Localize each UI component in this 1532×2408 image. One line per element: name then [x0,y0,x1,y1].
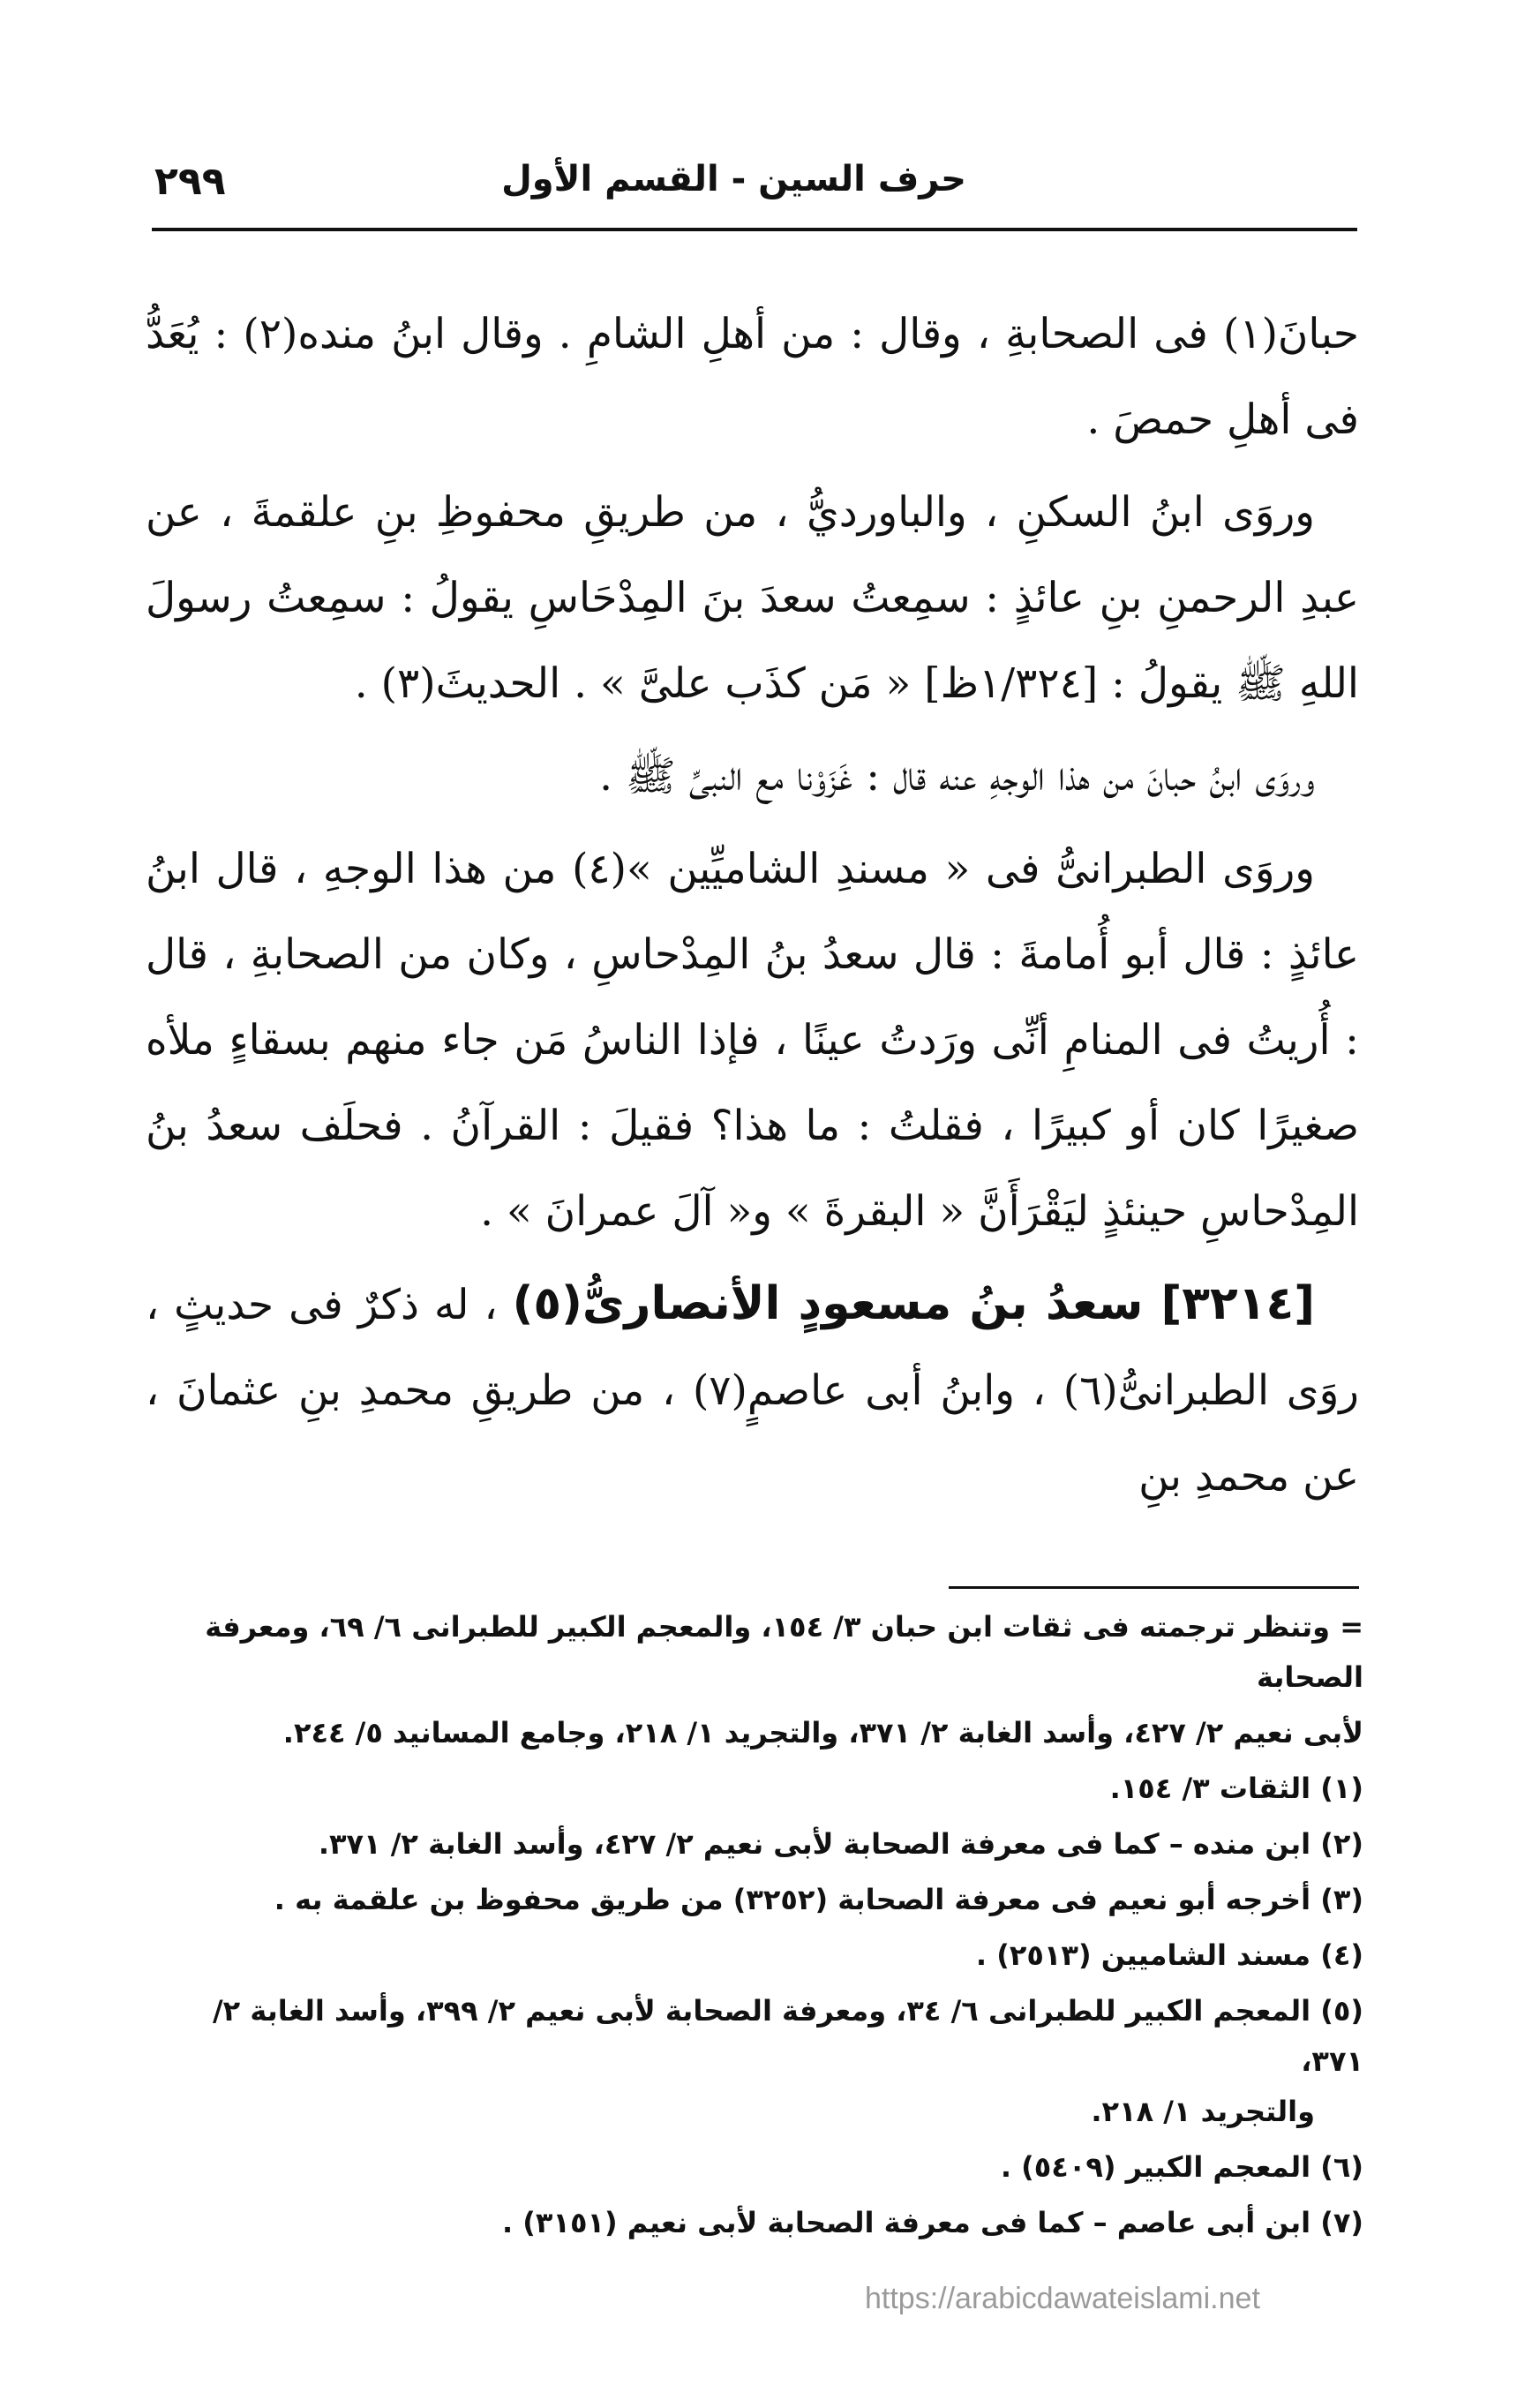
footnote-6: (٦) المعجم الكبير (٥٤٠٩) . [1000,2150,1363,2184]
page-number: ٢٩٩ [154,159,226,204]
footnote-separator [949,1586,1359,1589]
footnote-1: (١) الثقات ٣/ ١٥٤. [1109,1772,1363,1805]
footnote-7: (٧) ابن أبى عاصم – كما فى معرفة الصحابة لأبى نعيم (٣١٥١) . [501,2206,1363,2239]
footnote-5 [154,1986,1363,2137]
paragraph-4: وروَى الطبرانىُّ فى « مسندِ الشاميِّين »(٤) من هذا الوجهِ ، قال ابنُ عائذٍ : قال أبو أُمامةَ : قال سعدُ بنُ المِدْحاسِ ، وكان من الصحابةِ ، قال : أُريتُ فى المنامِ أنِّى ورَدتُ عينًا ، فإذا الناسُ مَن جاء منهم بسقاءٍ ملأه صغيرًا كان أو كبيرًا ، فقلتُ : ما هذا؟ فقيلَ : القرآنُ . فحلَف سعدُ بنُ المِدْحاسِ حينئذٍ ليَقْرَأَنَّ « البقرةَ » و« آلَ عمرانَ » . [146,845,1359,1236]
main-text [146,291,1359,1526]
header-rule [152,228,1357,231]
footnote-continuation-2: لأبى نعيم ٢/ ٤٢٧، وأسد الغابة ٢/ ٣٧١، والتجريد ١/ ٢١٨، وجامع المسانيد ٥/ ٢٤٤. [282,1716,1363,1750]
page-header [154,159,1355,230]
footnote-3: (٣) أخرجه أبو نعيم فى معرفة الصحابة (٣٢٥٢) من طريق محفوظ بن علقمة به . [274,1883,1363,1916]
source-watermark: https://arabicdawateislami.net [865,2282,1260,2315]
footnote-4: (٤) مسند الشاميين (٢٥١٣) . [975,1938,1363,1972]
footnote-2: (٢) ابن منده – كما فى معرفة الصحابة لأبى نعيم ٢/ ٤٢٧، وأسد الغابة ٢/ ٣٧١. [318,1827,1363,1861]
footnote-5-line-1: (٥) المعجم الكبير للطبرانى ٦/ ٣٤، ومعرفة الصحابة لأبى نعيم ٢/ ٣٩٩، وأسد الغابة ٢/ ٣٧١، [212,1994,1363,2078]
running-title: حرف السين - القسم الأول [501,159,966,199]
footnote-continuation-1: = وتنظر ترجمته فى ثقات ابن حبان ٣/ ١٥٤، والمعجم الكبير للطبرانى ٦/ ٦٩، ومعرفة الصحابة [205,1610,1363,1694]
entry-text: ، له ذكرٌ فى حديثٍ ، روَى الطبرانىُّ(٦) ، وابنُ أبى عاصمٍ(٧) ، من طريقِ محمدِ بنِ عثمانَ ، عن محمدِ بنِ [146,1281,1359,1501]
footnotes [154,1602,1363,2254]
paragraph-3: وروَى ابنُ حبانَ من هذا الوجهِ عنه قال : غَزَوْنا مع النبىِّ ﷺ . [599,752,1315,801]
paragraph-1: حبانَ(١) فى الصحابةِ ، وقال : من أهلِ الشامِ . وقال ابنُ منده(٢) : يُعَدُّ فى أهلِ حمصَ . [146,310,1359,444]
entry-3214 [146,1261,1359,1519]
paragraph-2: وروَى ابنُ السكنِ ، والباورديُّ ، من طريقِ محفوظِ بنِ علقمةَ ، عن عبدِ الرحمنِ بنِ عائذٍ : سمِعتُ سعدَ بنَ المِدْحَاسِ يقولُ : سمِعتُ رسولَ اللهِ ﷺ يقولُ : [١/٣٢٤ظ] « مَن كذَب علىَّ » . الحديثَ(٣) . [146,488,1359,708]
footnote-5-line-2: والتجريد ١/ ٢١٨. [1091,2095,1315,2128]
entry-heading: [٣٢١٤] سعدُ بنُ مسعودٍ الأنصارىُّ(٥) [512,1277,1315,1330]
